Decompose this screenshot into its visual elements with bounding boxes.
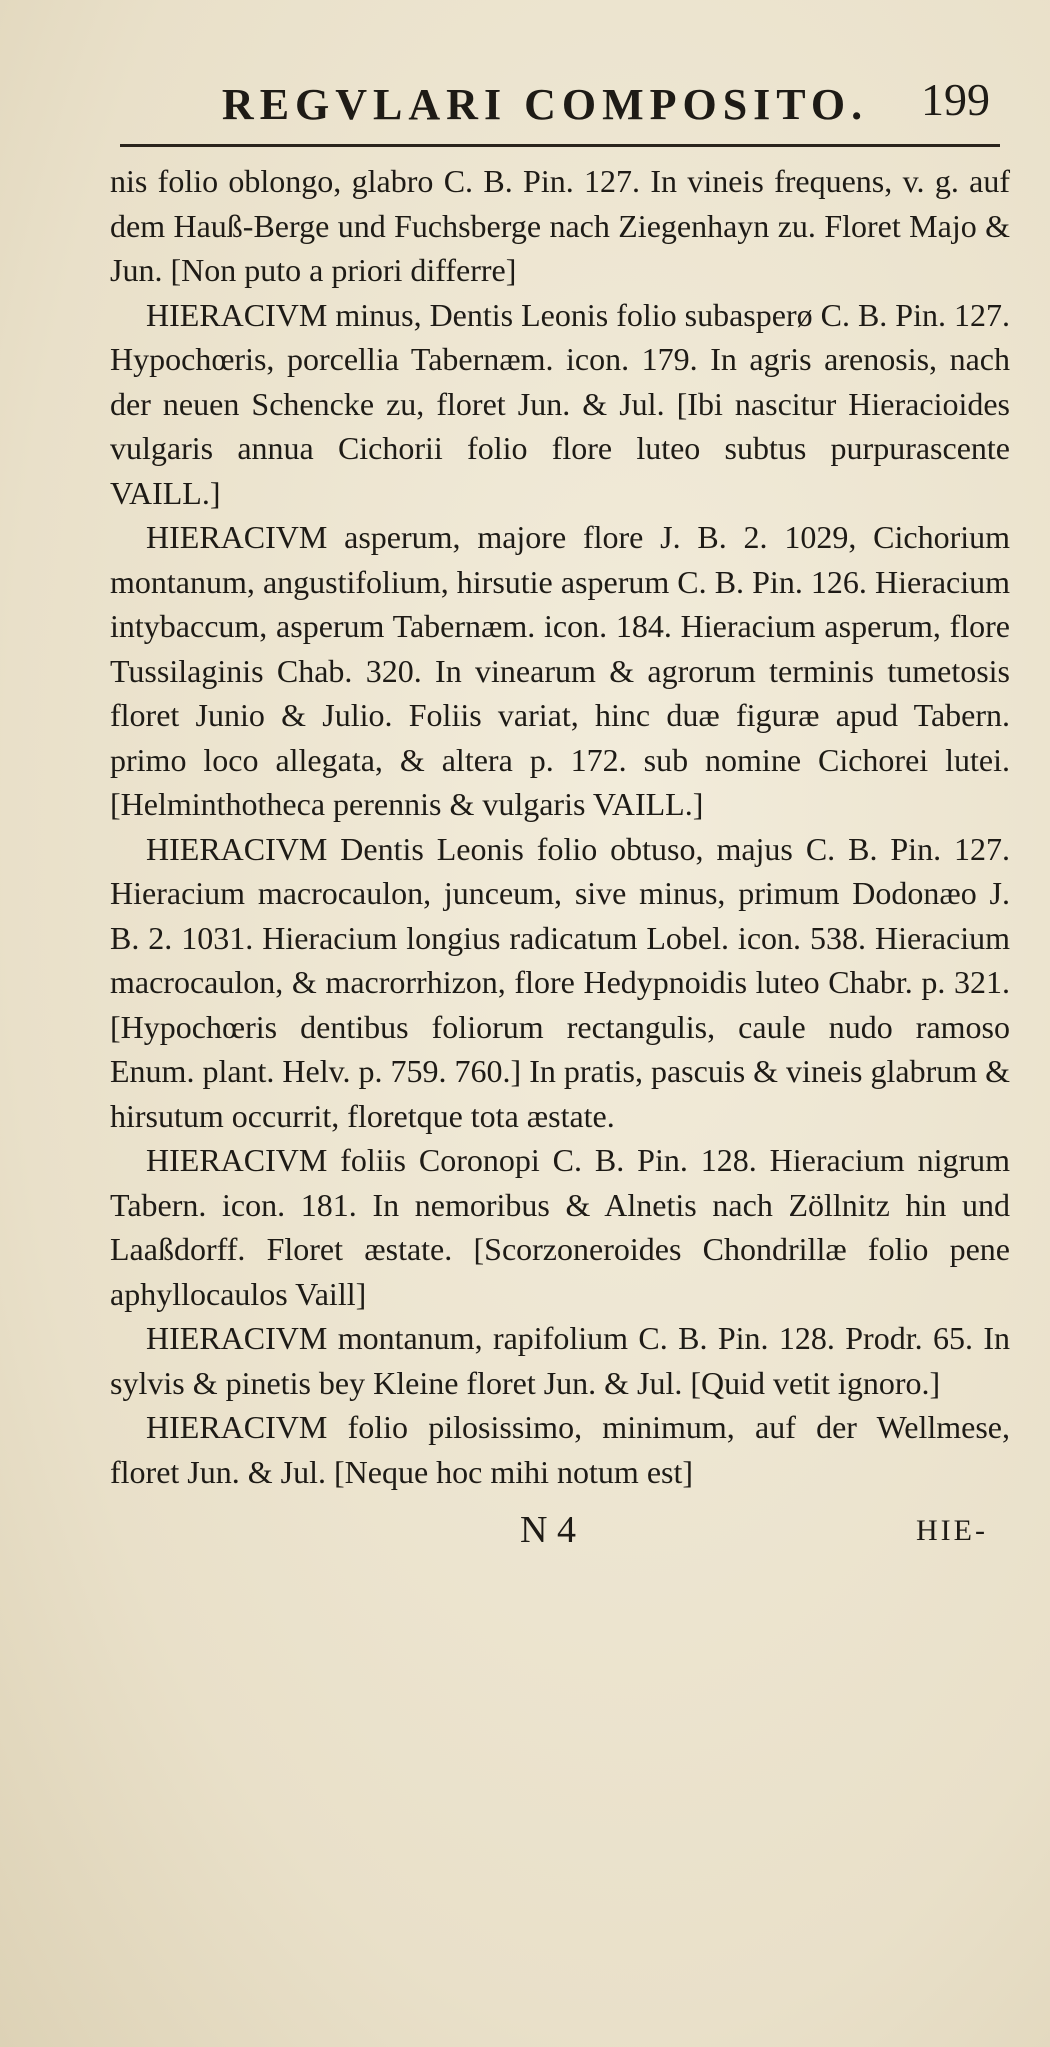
page-number: 199 <box>921 74 990 125</box>
entry-hieracium-coronopi: HIERACIVM foliis Coronopi C. B. Pin. 128. Hieracium nigrum Tabern. icon. 181. In nemoribus & Alnetis nach Zöllnitz hin und Laaßdorff. Floret æstate. [Scorzoneroides Chondrillæ folio pene aphyllocaulos Vaill] <box>110 1142 1010 1312</box>
signature-mark: N 4 <box>520 1509 576 1551</box>
entry-hieracium-minus: HIERACIVM minus, Dentis Leonis folio subasperø C. B. Pin. 127. Hypochœris, porcellia Tabernæm. icon. 179. In agris arenosis, nach der neuen Schencke zu, floret Jun. & Jul. [Ibi nascitur Hieracioides vulgaris annua Cichorii folio flore luteo subtus purpurascente VAILL.] <box>110 296 1010 511</box>
entry-hieracium-pilosissimo: HIERACIVM folio pilosissimo, minimum, auf der Wellmese, floret Jun. & Jul. [Neque hoc mihi notum est] <box>110 1409 1010 1490</box>
page-body <box>110 159 1010 1494</box>
page-footer <box>80 1508 1010 1568</box>
catchword: HIE- <box>916 1514 988 1547</box>
entry-continuation: nis folio oblongo, glabro C. B. Pin. 127. In vineis frequens, v. g. auf dem Hauß-Berge und Fuchsberge nach Ziegenhayn zu. Floret Majo & Jun. [Non puto a priori differre] <box>110 163 1010 288</box>
entry-hieracium-asperum: HIERACIVM asperum, majore flore J. B. 2. 1029, Cichorium montanum, angustifolium, hirsutie asperum C. B. Pin. 126. Hieracium intybaccum, asperum Tabernæm. icon. 184. Hieracium asperum, flore Tussilaginis Chab. 320. In vinearum & agrorum terminis tumetosis floret Junio & Julio. Foliis variat, hinc duæ figuræ apud Tabern. primo loco allegata, & altera p. 172. sub nomine Cichorei lutei. [Helminthotheca perennis & vulgaris VAILL.] <box>110 519 1010 822</box>
running-title: REGVLARI COMPOSITO. <box>221 80 869 129</box>
entry-hieracium-montanum: HIERACIVM montanum, rapifolium C. B. Pin. 128. Prodr. 65. In sylvis & pinetis bey Kleine floret Jun. & Jul. [Quid vetit ignoro.] <box>110 1320 1010 1401</box>
page-header <box>80 60 1010 130</box>
entry-hieracium-dentis-leonis: HIERACIVM Dentis Leonis folio obtuso, majus C. B. Pin. 127. Hieracium macrocaulon, junceum, sive minus, primum Dodonæo J. B. 2. 1031. Hieracium longius radicatum Lobel. icon. 538. Hieracium macrocaulon, & macrorrhizon, flore Hedypnoidis luteo Chabr. p. 321. [Hypochœris dentibus foliorum rectangulis, caule nudo ramoso Enum. plant. Helv. p. 759. 760.] In pratis, pascuis & vineis glabrum & hirsutum occurrit, floretque tota æstate. <box>110 830 1011 1134</box>
header-rule <box>120 144 1000 147</box>
